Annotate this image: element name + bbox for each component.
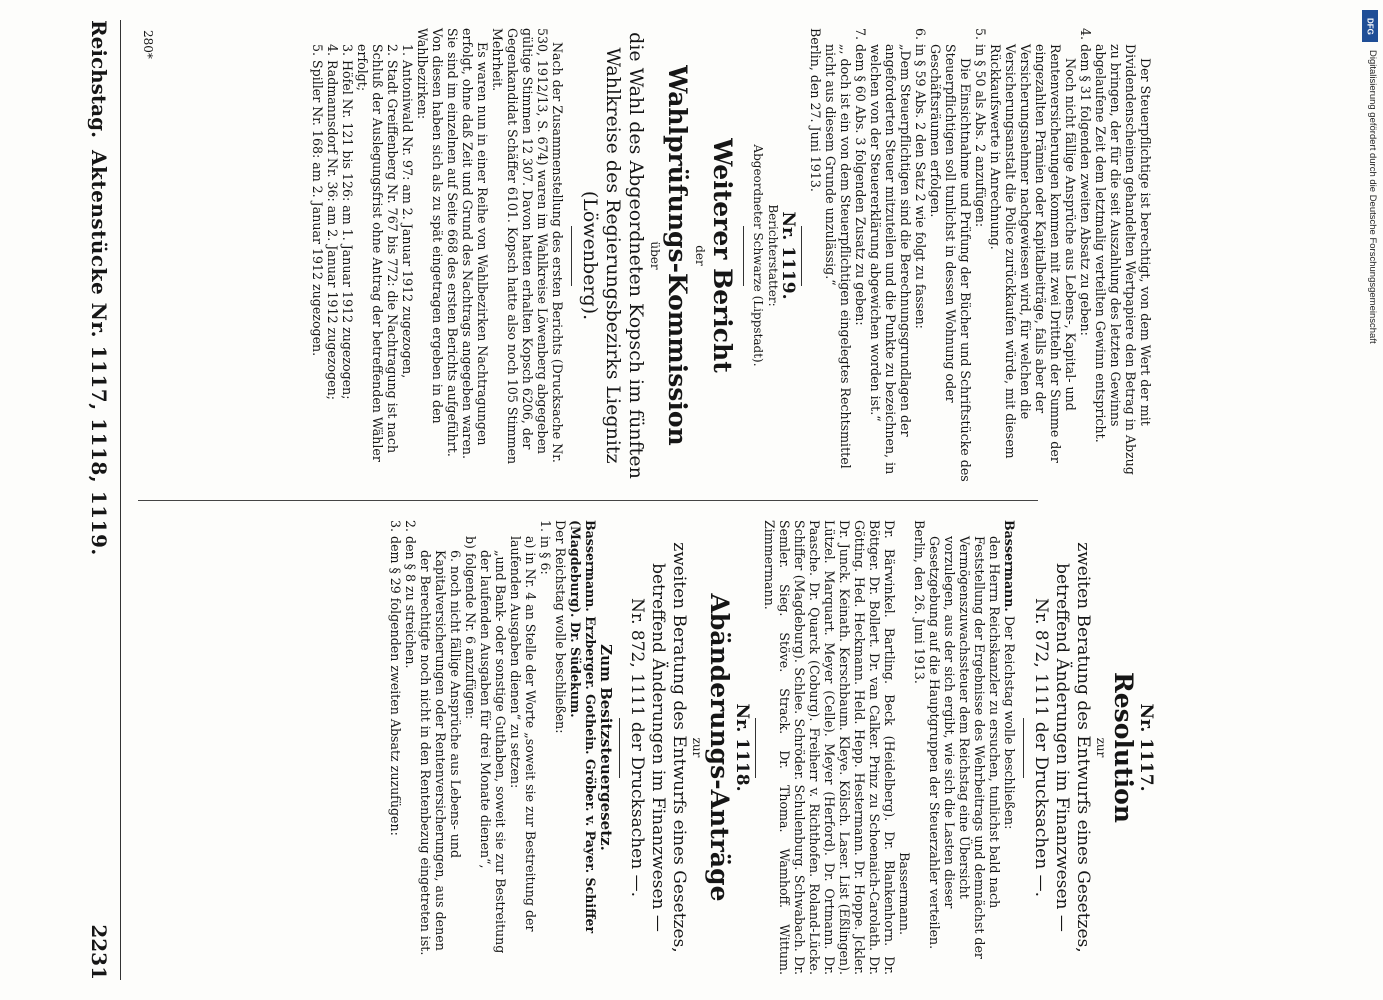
doc-number-1117: Nr. 1117. (1136, 703, 1156, 792)
heading-line-3: Nr. 872, 1111 der Drucksachen —. (627, 597, 647, 897)
heading-line-1: zweiten Beratung des Entwurfs eines Gesetzes, (1073, 542, 1093, 953)
heading-line-1: zweiten Beratung des Entwurfs eines Gesetzes, (669, 542, 689, 953)
column-divider (138, 500, 1038, 501)
zur-1117: zur (1094, 737, 1108, 758)
district-item-2: 2. Stadt Greiffenberg Nr. 767 bis 772: die Nachtragung ist nach Schluß der Auslegungsfrist ohne Antrag der betreffenden Wähler erfolgt; (355, 44, 400, 462)
doc-number-1118: Nr. 1118. (732, 703, 752, 792)
heading-line-2: betreffend Änderungen im Finanzwesen — (648, 563, 668, 932)
heading-line-2: Wahlkreise des Regierungsbezirks Liegnitz (602, 47, 624, 464)
page-number: 2231 (87, 924, 111, 980)
separator (801, 226, 802, 286)
ueber-1119: über (648, 241, 662, 270)
motion-intro: Der Reichstag wolle beschließen: (1002, 615, 1017, 830)
doc-number-1119: Nr. 1119. (778, 211, 798, 300)
signer-1117: Bassermann. (897, 852, 912, 935)
movers-1118: Bassermann. Erzberger. Gothein. Gröber. v. Payer. Schiffer (Magdeburg). Dr. Südekum. (568, 520, 598, 934)
district-item-1: 1. Antoniwald Nr. 97: am 2. Januar 1912 zugezogen, (400, 44, 415, 379)
zur-1118: zur (690, 737, 704, 758)
section-heading: Zum Besitzsteuergesetz. (597, 644, 615, 851)
page-footer-number: 280* (141, 30, 155, 59)
amendment-quote-1b: 6. noch nicht fällige Ansprüche aus Lebens- und Kapitalversicherungen oder Rentenversicherungen, aus denen der Berechtigte noch nicht in den Rentenbezug eingetreten ist. (418, 550, 463, 956)
left-column (153, 520, 1156, 975)
separator (1023, 718, 1024, 778)
heading-line-3: Nr. 872, 1111 der Drucksachen —. (1031, 597, 1051, 897)
digitization-sidebar (1360, 10, 1382, 990)
amendment-quote-4: Noch nicht fällige Ansprüche aus Lebens-, Kapital- und Rentenversicherungen kommen mit zwei Dritteln der Summe der eingezahlten Prämien oder Kapitalbeiträge, falls aber der Versicherungsnehmer nachgewiesen wird, für welchen die Versicherungsanstalt die Police zurückkaufen würde, mit diesem Rückkaufswerte in Anrechnung. (988, 44, 1078, 463)
header-rule (120, 20, 121, 980)
report-paragraph-1: Nach der Zusammenstellung des ersten Berichts (Drucksache Nr. 530, 1912/13, S. 674) waren im Wahlkreise Löwenberg abgegeben gültige Stimmen 12 307. Davon hatten erhalten Kopsch 6206, der Gegenkandidat Schäffer 6101. Kopsch hatte also noch 105 Stimmen Mehrheit. (490, 28, 565, 465)
heading-line-2: betreffend Änderungen im Finanzwesen — (1052, 563, 1072, 932)
intro-1118: Der Reichstag wolle beschließen: (553, 520, 568, 734)
header-title: Aktenstücke Nr. 1117, 1118, 1119. (87, 150, 111, 556)
amendment-item-7: 7. dem § 60 Abs. 3 folgenden Zusatz zu geben: (853, 28, 868, 326)
amendment-item-4: 4. dem § 31 folgenden zweiten Absatz zu geben: (1078, 28, 1093, 336)
motion-body: den Herrn Reichskanzler zu ersuchen, tunlichst bald nach Feststellung der Ergebnisse des Wehrbeitrags und demnächst der Vermögenszuwachssteuer dem Reichstag eine Übersicht vorzulegen, aus der sich ergibt, wie sich die Lasten dieser Gesetzgebung auf die Hauptgruppen der Steuerzahler verteilen. (927, 536, 1002, 959)
amendment-item-1: 1. in § 6: (538, 520, 553, 575)
amendment-item-1a: a) in Nr. 4 an Stelle der Worte „soweit sie zur Bestreitung der laufenden Ausgaben dienen“ zu setzen: (508, 536, 538, 932)
district-item-4: 4. Radmannsdorf Nr. 36: am 2. Januar 1912 zugezogen; (325, 44, 340, 400)
separator (619, 718, 620, 778)
right-column (153, 28, 1153, 483)
header-left: Reichstag. (87, 20, 111, 139)
title-resolution: Resolution (1109, 671, 1138, 823)
reporter-label: Berichterstatter: (766, 204, 780, 307)
amendment-quote-3: Der Steuerpflichtige ist berechtigt, von dem Wert der mit Dividendenscheinen gehandelten Wertpapiere den Betrag in Abzug zu bringen, der für die seit Auszahlung des letzten Gewinns abgelaufene Zeit dem letztmalig verteilten Gewinn entspricht. (1093, 44, 1153, 475)
date-1118: Berlin, den 27. Juni 1913. (808, 28, 823, 192)
report-paragraph-2: Es waren nun in einer Reihe von Wahlbezirken Nachtragungen erfolgt, ohne daß Zeit und Grund des Nachtrags angegeben waren. Sie sind im einzelnen auf Seite 668 des ersten Berichts aufgeführt. Von diesen haben sich als zu spät eingetragen ergeben in den Wahlbezirken: (415, 28, 490, 460)
separator (755, 718, 756, 778)
motion-text-1117 (1002, 520, 1017, 975)
mover-name: Bassermann. (1002, 520, 1017, 612)
heading-line-1: die Wahl des Abgeordneten Kopsch im fünften (625, 32, 647, 479)
separator (571, 226, 572, 286)
date-1117: Berlin, den 26. Juni 1913. (912, 520, 927, 684)
amendment-quote-5: Die Einsichtnahme und Prüfung der Bücher und Schriftstücke des Steuerpflichtigen soll tunlichst in dessen Wohnung oder Geschäftsräumen erfolgen. (928, 44, 973, 482)
amendment-quote-6: „Dem Steuerpflichtigen sind die Berechnungsgrundlagen der angeforderten Steuer mitzuteilen und die Punkte zu bezeichnen, in welchen von der Steuererklärung abgewichen worden ist.“ (868, 44, 913, 475)
dfg-logo-icon: DFG (1362, 10, 1378, 42)
reporter-name: Abgeordneter Schwarze (Lippstadt). (751, 144, 765, 367)
amendment-item-1b: b) folgende Nr. 6 anzufügen: (463, 536, 478, 720)
amendment-item-5: 5. in § 50 als Abs. 2 anzufügen: (973, 28, 988, 228)
der-1119: der (693, 245, 707, 266)
title-report: Weiterer Bericht (708, 138, 737, 373)
amendment-quote-7: „, doch ist ein von dem Steuerpflichtigen eingelegtes Rechtsmittel nicht aus diesem Grunde unzulässig.“ (823, 44, 853, 469)
signers-list: Dr. Bärwinkel. Bartling. Beck (Heidelberg). Dr. Blankenhorn. Dr. Böttger. Dr. Bollert. Dr. van Calker. Prinz zu Schoenaich-Carolath. Dr. Götting. Hed. Heckmann. Held. Hepp. Hestermann. Dr. Hoppe. Jckler. Dr. Junck. Keinath. Kerschbaum. Kleye. Kölsch. Laser. List (Eßlingen). Lützel. Marquart. Meyer (Celle). Meyer (Herford). Dr. Ortmann. Dr. Paasche. Dr. Quarck (Coburg). Freiherr v. Richthofen. Roland-Lücke. Schiffer (Magdeburg). Schlee. Schröder. Schulenburg. Schwabach. Dr. Semler. Sieg. Stöve. Strack. Dr. Thoma. Wamhoff. Wittum. Zimmermann. (762, 520, 897, 975)
digitization-note: Digitalisierung gefördert durch die Deutsche Forschungsgemeinschaft (1367, 50, 1378, 344)
amendment-quote-1a: „und Bank- oder sonstige Guthaben, soweit sie zur Bestreitung der laufenden Ausgaben für drei Monate dienen“, (478, 550, 508, 954)
title-amendments: Abänderungs-Anträge (705, 593, 734, 902)
district-item-5: 5. Spiller Nr. 168: am 2. Januar 1912 zugezogen. (310, 44, 325, 357)
heading-line-3: (Löwenberg). (579, 190, 601, 321)
amendment-item-3: 3. dem § 29 folgenden zweiten Absatz zuzufügen: (388, 520, 403, 836)
running-header (77, 20, 111, 980)
title-commission: Wahlprüfungs-Kommission (663, 65, 692, 446)
separator (743, 226, 744, 286)
amendment-item-2: 2. den § 8 zu streichen. (403, 520, 418, 669)
district-item-3: 3. Höfel Nr. 121 bis 126: am 1. Januar 1912 zugezogen; (340, 44, 355, 400)
amendment-item-6: 6. in § 59 Abs. 2 den Satz 2 wie folgt zu fassen: (913, 28, 928, 329)
